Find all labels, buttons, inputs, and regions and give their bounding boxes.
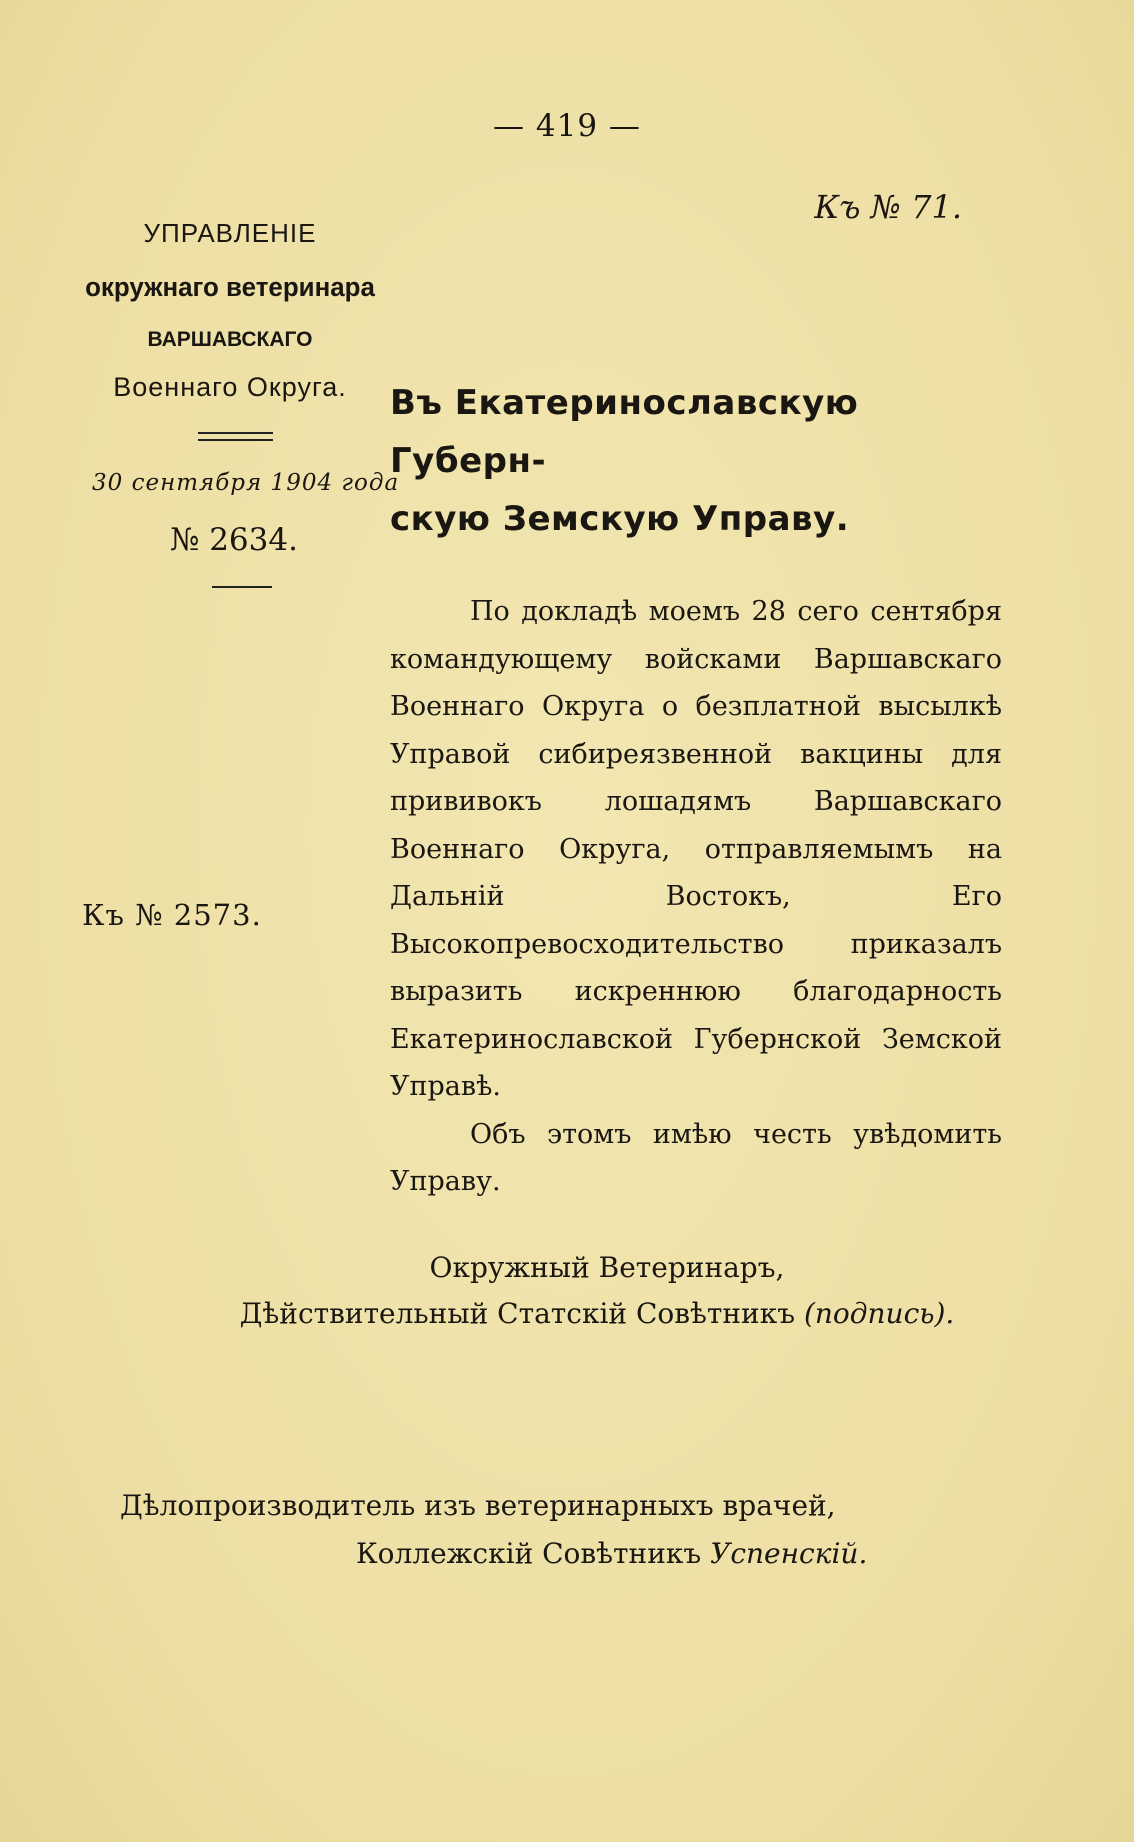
signature-block bbox=[0, 1245, 1134, 1337]
outgoing-number: № 2634. bbox=[170, 522, 298, 558]
addressee-line: Въ Екатеринославскую Губерн- bbox=[390, 383, 859, 481]
reply-reference: Къ № 2573. bbox=[82, 898, 262, 932]
letter-body bbox=[390, 588, 1002, 1206]
reference-number: Къ № 71. bbox=[814, 188, 962, 226]
clerk-rank-line bbox=[120, 1530, 867, 1578]
body-paragraph: По докладѣ моемъ 28 сего сентября командующему войсками Варшавскаго Военнаго Округа о безплатной высылкѣ Управой сибиреязвенной вакцины для прививокъ лошадямъ Варшавскаго Военнаго Округа, отправляемымъ на Дальній Востокъ, Его Высокопревосходительство приказалъ выразить искреннюю благодарность Екатеринославской Губернской Земской Управѣ. bbox=[390, 596, 1002, 1102]
body-paragraph: Объ этомъ имѣю честь увѣдомить Управу. bbox=[390, 1118, 1002, 1197]
double-rule bbox=[198, 432, 273, 441]
clerk-name: Успенскій. bbox=[710, 1537, 868, 1570]
clerk-rank: Коллежскій Совѣтникъ bbox=[356, 1537, 702, 1570]
org-district: Военнаго Округа. bbox=[113, 372, 347, 402]
org-heading: УПРАВЛЕНІЕ bbox=[143, 218, 317, 248]
divider bbox=[212, 586, 272, 588]
addressee bbox=[390, 374, 1010, 548]
org-subheading: окружнаго ветеринара bbox=[85, 272, 375, 302]
signatory-rank bbox=[0, 1291, 1134, 1337]
page-number: — 419 — bbox=[493, 108, 641, 144]
addressee-line: скую Земскую Управу. bbox=[390, 499, 850, 539]
org-region: ВАРШАВСКАГО bbox=[147, 328, 313, 351]
signatory-rank-text: Дѣйствительный Статскій Совѣтникъ bbox=[239, 1297, 796, 1330]
clerk-block bbox=[120, 1482, 867, 1578]
signatory-title: Окружный Ветеринаръ, bbox=[429, 1251, 785, 1284]
signature-mark: (подпись). bbox=[803, 1297, 955, 1330]
clerk-title: Дѣлопроизводитель изъ ветеринарныхъ врачей, bbox=[120, 1489, 836, 1522]
document-date: 30 сентября 1904 года bbox=[92, 470, 400, 496]
